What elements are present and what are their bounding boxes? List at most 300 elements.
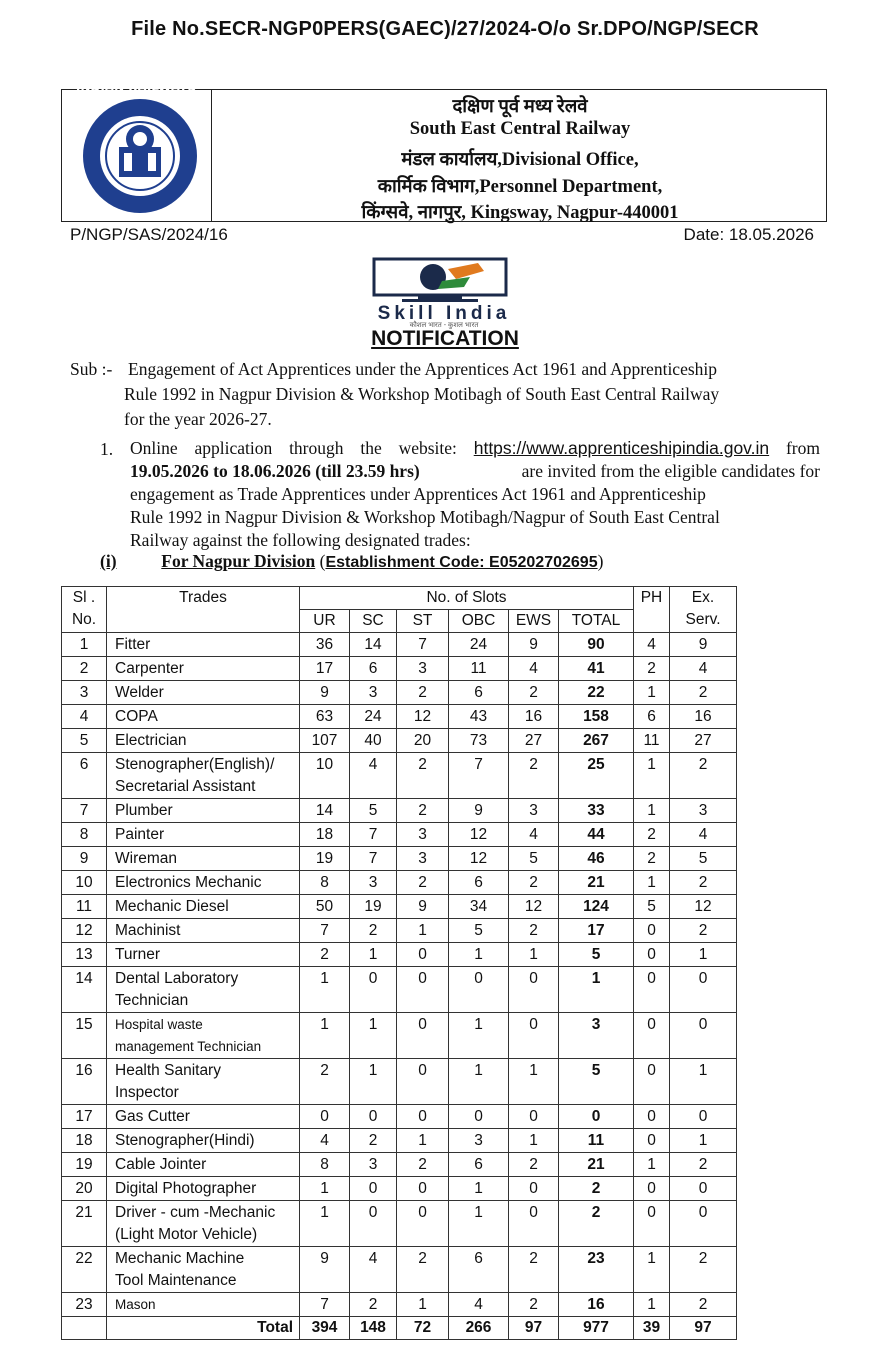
header-hindi-title: दक्षिण पूर्व मध्य रेलवे <box>452 97 588 117</box>
slot-ur: 17 <box>300 657 350 681</box>
slot-ews: 4 <box>509 657 559 681</box>
slot-ews: 2 <box>509 681 559 705</box>
slot-ex: 5 <box>670 847 737 871</box>
slot-sc: 4 <box>350 1247 397 1293</box>
slot-ur: 107 <box>300 729 350 753</box>
table-row <box>62 1201 737 1247</box>
table-row <box>62 871 737 895</box>
slot-ews: 0 <box>509 1201 559 1247</box>
slot-st: 2 <box>397 753 449 799</box>
trade-name: Carpenter <box>107 657 300 681</box>
slot-ews: 2 <box>509 753 559 799</box>
slot-ews: 0 <box>509 1177 559 1201</box>
slot-total: 23 <box>559 1247 634 1293</box>
slot-ph: 0 <box>634 1201 670 1247</box>
slot-ex: 0 <box>670 967 737 1013</box>
trade-name: Gas Cutter <box>107 1105 300 1129</box>
apprenticeship-portal-link[interactable]: https://www.apprenticeshipindia.gov.in <box>473 438 770 458</box>
slot-ews: 16 <box>509 705 559 729</box>
slot-sc: 4 <box>350 753 397 799</box>
slot-ews: 0 <box>509 1105 559 1129</box>
table-row <box>62 705 737 729</box>
slot-sc: 0 <box>350 967 397 1013</box>
slot-st: 2 <box>397 871 449 895</box>
header-address: किंग्सवे, नागपुर, Kingsway, Nagpur-440001 <box>361 203 679 223</box>
total-total: 977 <box>559 1317 634 1340</box>
slot-ex: 1 <box>670 1059 737 1105</box>
slot-obc: 0 <box>449 1105 509 1129</box>
slot-ex: 0 <box>670 1013 737 1059</box>
slot-ex: 4 <box>670 823 737 847</box>
serial-number: 6 <box>62 753 107 799</box>
slot-ur: 0 <box>300 1105 350 1129</box>
slot-total: 0 <box>559 1105 634 1129</box>
trade-name: Health Sanitary Inspector <box>107 1059 300 1105</box>
table-row <box>62 1293 737 1317</box>
table-row <box>62 657 737 681</box>
slot-total: 158 <box>559 705 634 729</box>
slot-total: 3 <box>559 1013 634 1059</box>
slot-obc: 1 <box>449 1059 509 1105</box>
slot-st: 20 <box>397 729 449 753</box>
slot-ph: 0 <box>634 1059 670 1105</box>
point-line: Online application through the website: https://www.apprenticeshipindia.gov.in from <box>130 438 820 458</box>
trade-name: Mason <box>107 1293 300 1317</box>
trade-name: Mechanic Machine Tool Maintenance <box>107 1247 300 1293</box>
slot-total: 25 <box>559 753 634 799</box>
slot-obc: 3 <box>449 1129 509 1153</box>
serial-number: 21 <box>62 1201 107 1247</box>
serial-number: 11 <box>62 895 107 919</box>
slot-st: 0 <box>397 1177 449 1201</box>
slot-ews: 1 <box>509 1059 559 1105</box>
trade-name: Stenographer(English)/ Secretarial Assistant <box>107 753 300 799</box>
serial-number: 9 <box>62 847 107 871</box>
slot-ex: 4 <box>670 657 737 681</box>
serial-number: 23 <box>62 1293 107 1317</box>
slot-obc: 6 <box>449 1153 509 1177</box>
slot-ur: 8 <box>300 871 350 895</box>
slot-sc: 0 <box>350 1177 397 1201</box>
total-st: 72 <box>397 1317 449 1340</box>
point-line: 19.05.2026 to 18.06.2026 (till 23.59 hrs) are invited from the eligible candidates for <box>130 461 820 481</box>
slot-obc: 4 <box>449 1293 509 1317</box>
slot-obc: 34 <box>449 895 509 919</box>
table-row <box>62 1105 737 1129</box>
slot-ph: 2 <box>634 847 670 871</box>
slot-ph: 5 <box>634 895 670 919</box>
slot-obc: 24 <box>449 633 509 657</box>
header-office: मंडल कार्यालय,Divisional Office, <box>401 150 639 170</box>
slot-sc: 7 <box>350 847 397 871</box>
slot-sc: 0 <box>350 1201 397 1247</box>
slot-ews: 12 <box>509 895 559 919</box>
slot-obc: 7 <box>449 753 509 799</box>
table-row <box>62 967 737 1013</box>
slot-ur: 2 <box>300 1059 350 1105</box>
total-row <box>62 1317 737 1340</box>
total-ur: 394 <box>300 1317 350 1340</box>
skill-india-tagline: कौशल भारत - कुशल भारत <box>409 322 479 329</box>
slot-ur: 36 <box>300 633 350 657</box>
reference-number: P/NGP/SAS/2024/16 <box>70 225 228 244</box>
trade-name: Driver - cum -Mechanic (Light Motor Vehicle) <box>107 1201 300 1247</box>
slot-sc: 24 <box>350 705 397 729</box>
table-row <box>62 1177 737 1201</box>
table-row <box>62 753 737 799</box>
total-blank <box>62 1317 107 1340</box>
slot-obc: 12 <box>449 823 509 847</box>
trade-name: Fitter <box>107 633 300 657</box>
slot-total: 90 <box>559 633 634 657</box>
slot-ur: 1 <box>300 967 350 1013</box>
slot-ex: 27 <box>670 729 737 753</box>
slot-ph: 0 <box>634 1013 670 1059</box>
point-line: Railway against the following designated trades: <box>130 530 471 550</box>
slot-st: 2 <box>397 1153 449 1177</box>
slot-total: 5 <box>559 1059 634 1105</box>
total-label: Total <box>107 1317 300 1340</box>
table-row <box>62 847 737 871</box>
point-line: engagement as Trade Apprentices under Apprentices Act 1961 and Apprenticeship <box>130 484 706 504</box>
slot-st: 2 <box>397 1247 449 1293</box>
slot-ph: 1 <box>634 681 670 705</box>
slot-ews: 9 <box>509 633 559 657</box>
slot-obc: 1 <box>449 1177 509 1201</box>
section-number: (i) <box>100 551 117 571</box>
serial-number: 10 <box>62 871 107 895</box>
slot-total: 124 <box>559 895 634 919</box>
slot-ur: 7 <box>300 1293 350 1317</box>
letterhead <box>61 80 827 223</box>
table-row <box>62 1129 737 1153</box>
slot-obc: 12 <box>449 847 509 871</box>
slot-total: 21 <box>559 871 634 895</box>
slot-ur: 18 <box>300 823 350 847</box>
slot-obc: 43 <box>449 705 509 729</box>
slots-table <box>61 586 737 1340</box>
col-header-ph: PH <box>634 587 670 633</box>
slot-total: 267 <box>559 729 634 753</box>
slot-sc: 1 <box>350 1059 397 1105</box>
table-row <box>62 1247 737 1293</box>
table-row <box>62 633 737 657</box>
slot-ex: 12 <box>670 895 737 919</box>
serial-number: 19 <box>62 1153 107 1177</box>
slot-ph: 0 <box>634 1177 670 1201</box>
slot-sc: 5 <box>350 799 397 823</box>
trade-name: Electrician <box>107 729 300 753</box>
subject-label: Sub :- <box>70 359 113 379</box>
slot-obc: 1 <box>449 1013 509 1059</box>
slot-sc: 2 <box>350 1293 397 1317</box>
slot-st: 0 <box>397 1013 449 1059</box>
slot-ur: 8 <box>300 1153 350 1177</box>
slot-ph: 0 <box>634 1105 670 1129</box>
slot-st: 3 <box>397 847 449 871</box>
slot-ur: 2 <box>300 943 350 967</box>
slot-sc: 1 <box>350 943 397 967</box>
slot-ex: 2 <box>670 681 737 705</box>
slot-sc: 14 <box>350 633 397 657</box>
slot-ex: 2 <box>670 1153 737 1177</box>
slot-ph: 0 <box>634 919 670 943</box>
slot-sc: 2 <box>350 919 397 943</box>
slot-st: 3 <box>397 823 449 847</box>
slot-ph: 1 <box>634 1153 670 1177</box>
slot-obc: 1 <box>449 943 509 967</box>
slot-ews: 1 <box>509 1129 559 1153</box>
slot-ex: 0 <box>670 1177 737 1201</box>
table-row <box>62 823 737 847</box>
slot-sc: 7 <box>350 823 397 847</box>
slot-ph: 1 <box>634 1293 670 1317</box>
table-row <box>62 681 737 705</box>
trade-name: Plumber <box>107 799 300 823</box>
railway-logo-cell <box>62 80 212 221</box>
table-row <box>62 729 737 753</box>
header-english-title: South East Central Railway <box>409 119 631 139</box>
serial-number: 8 <box>62 823 107 847</box>
slot-ex: 0 <box>670 1105 737 1129</box>
slot-ph: 1 <box>634 1247 670 1293</box>
col-header-st: ST <box>397 610 449 633</box>
section-heading: (i) For Nagpur Division (Establishment Code: E05202702695) <box>100 551 604 571</box>
slot-ews: 2 <box>509 1293 559 1317</box>
slot-sc: 1 <box>350 1013 397 1059</box>
slot-total: 44 <box>559 823 634 847</box>
slot-ews: 3 <box>509 799 559 823</box>
slot-ex: 2 <box>670 1293 737 1317</box>
slot-ews: 2 <box>509 1153 559 1177</box>
total-sc: 148 <box>350 1317 397 1340</box>
slot-total: 46 <box>559 847 634 871</box>
col-header-ews: EWS <box>509 610 559 633</box>
slot-ur: 1 <box>300 1177 350 1201</box>
slot-ur: 9 <box>300 681 350 705</box>
slot-st: 1 <box>397 1293 449 1317</box>
table-row <box>62 799 737 823</box>
slot-st: 0 <box>397 967 449 1013</box>
trade-name: Digital Photographer <box>107 1177 300 1201</box>
slot-sc: 40 <box>350 729 397 753</box>
slot-ur: 50 <box>300 895 350 919</box>
slot-total: 11 <box>559 1129 634 1153</box>
slot-ur: 1 <box>300 1201 350 1247</box>
trade-name: Welder <box>107 681 300 705</box>
slot-obc: 6 <box>449 1247 509 1293</box>
slot-ex: 1 <box>670 943 737 967</box>
trade-name: Turner <box>107 943 300 967</box>
serial-number: 18 <box>62 1129 107 1153</box>
serial-number: 2 <box>62 657 107 681</box>
slot-st: 1 <box>397 919 449 943</box>
table-row <box>62 1153 737 1177</box>
slot-obc: 0 <box>449 967 509 1013</box>
slot-st: 0 <box>397 1105 449 1129</box>
slot-ph: 0 <box>634 1129 670 1153</box>
slot-obc: 11 <box>449 657 509 681</box>
serial-number: 17 <box>62 1105 107 1129</box>
slot-total: 17 <box>559 919 634 943</box>
slot-obc: 73 <box>449 729 509 753</box>
slot-ph: 1 <box>634 871 670 895</box>
slot-sc: 3 <box>350 871 397 895</box>
header-row <box>62 587 737 610</box>
slot-ph: 4 <box>634 633 670 657</box>
serial-number: 7 <box>62 799 107 823</box>
slot-sc: 0 <box>350 1105 397 1129</box>
slot-ur: 14 <box>300 799 350 823</box>
slot-total: 2 <box>559 1177 634 1201</box>
table-row <box>62 919 737 943</box>
establishment-code: Establishment Code: E05202702695 <box>325 554 598 571</box>
serial-number: 20 <box>62 1177 107 1201</box>
notification-title: NOTIFICATION <box>371 327 519 350</box>
slot-st: 2 <box>397 799 449 823</box>
slot-sc: 3 <box>350 1153 397 1177</box>
file-number: File No.SECR-NGP0PERS(GAEC)/27/2024-O/o Sr.DPO/NGP/SECR <box>131 18 759 40</box>
slot-ews: 27 <box>509 729 559 753</box>
table-row <box>62 895 737 919</box>
subject-line: for the year 2026-27. <box>124 409 272 429</box>
serial-number: 3 <box>62 681 107 705</box>
slot-obc: 6 <box>449 681 509 705</box>
slot-ur: 63 <box>300 705 350 729</box>
slot-ph: 1 <box>634 753 670 799</box>
trade-name: Painter <box>107 823 300 847</box>
slot-total: 41 <box>559 657 634 681</box>
slot-total: 1 <box>559 967 634 1013</box>
slot-sc: 6 <box>350 657 397 681</box>
subject-line: Engagement of Act Apprentices under the Apprentices Act 1961 and Apprenticeship <box>128 359 718 379</box>
subject-line: Rule 1992 in Nagpur Division & Workshop Motibagh of South East Central Railway <box>124 384 720 404</box>
slot-total: 33 <box>559 799 634 823</box>
table-row <box>62 943 737 967</box>
table-row <box>62 1059 737 1105</box>
trade-name: Dental Laboratory Technician <box>107 967 300 1013</box>
serial-number: 4 <box>62 705 107 729</box>
skill-india-title: Skill India <box>377 303 511 324</box>
slot-total: 16 <box>559 1293 634 1317</box>
slot-ex: 2 <box>670 1247 737 1293</box>
logo-arc-text: • INDIAN RAILWAYS • <box>64 80 209 94</box>
slot-ews: 4 <box>509 823 559 847</box>
col-header-ur: UR <box>300 610 350 633</box>
slot-ph: 11 <box>634 729 670 753</box>
slot-total: 5 <box>559 943 634 967</box>
col-header-sl: Sl . No. <box>62 587 107 633</box>
slot-ph: 6 <box>634 705 670 729</box>
slot-ur: 1 <box>300 1013 350 1059</box>
slot-ews: 5 <box>509 847 559 871</box>
point-line: Rule 1992 in Nagpur Division & Workshop Motibagh/Nagpur of South East Central <box>130 507 720 527</box>
application-dates: 19.05.2026 to 18.06.2026 (till 23.59 hrs) <box>130 461 420 481</box>
skill-india-logo <box>338 257 550 334</box>
slot-st: 12 <box>397 705 449 729</box>
slot-ews: 1 <box>509 943 559 967</box>
indian-railways-logo <box>64 80 210 221</box>
col-header-total: TOTAL <box>559 610 634 633</box>
slot-ex: 9 <box>670 633 737 657</box>
slot-ph: 1 <box>634 799 670 823</box>
serial-number: 14 <box>62 967 107 1013</box>
slot-ews: 0 <box>509 1013 559 1059</box>
slot-ex: 16 <box>670 705 737 729</box>
serial-number: 16 <box>62 1059 107 1105</box>
slot-st: 2 <box>397 681 449 705</box>
slot-ur: 7 <box>300 919 350 943</box>
slot-ews: 0 <box>509 967 559 1013</box>
slot-obc: 5 <box>449 919 509 943</box>
point-number: 1. <box>100 439 114 459</box>
slot-st: 3 <box>397 657 449 681</box>
slot-st: 0 <box>397 1201 449 1247</box>
trade-name: COPA <box>107 705 300 729</box>
slot-obc: 6 <box>449 871 509 895</box>
slot-st: 7 <box>397 633 449 657</box>
slot-st: 1 <box>397 1129 449 1153</box>
slot-total: 21 <box>559 1153 634 1177</box>
col-header-obc: OBC <box>449 610 509 633</box>
slot-ews: 2 <box>509 1247 559 1293</box>
total-obc: 266 <box>449 1317 509 1340</box>
slot-ews: 2 <box>509 871 559 895</box>
slot-ex: 2 <box>670 919 737 943</box>
col-header-sc: SC <box>350 610 397 633</box>
slot-ph: 0 <box>634 967 670 1013</box>
slot-ph: 2 <box>634 657 670 681</box>
trade-name: Wireman <box>107 847 300 871</box>
trade-name: Mechanic Diesel <box>107 895 300 919</box>
trade-name: Cable Jointer <box>107 1153 300 1177</box>
total-ph: 39 <box>634 1317 670 1340</box>
slot-ews: 2 <box>509 919 559 943</box>
serial-number: 1 <box>62 633 107 657</box>
slot-sc: 2 <box>350 1129 397 1153</box>
slot-ph: 0 <box>634 943 670 967</box>
slot-ex: 0 <box>670 1201 737 1247</box>
slot-ur: 4 <box>300 1129 350 1153</box>
col-header-slots: No. of Slots <box>300 587 634 610</box>
slot-ex: 2 <box>670 871 737 895</box>
slot-st: 0 <box>397 943 449 967</box>
serial-number: 12 <box>62 919 107 943</box>
total-ews: 97 <box>509 1317 559 1340</box>
trade-name: Stenographer(Hindi) <box>107 1129 300 1153</box>
slot-ex: 1 <box>670 1129 737 1153</box>
slot-ph: 2 <box>634 823 670 847</box>
slot-st: 9 <box>397 895 449 919</box>
serial-number: 5 <box>62 729 107 753</box>
trade-name: Hospital waste management Technician <box>107 1013 300 1059</box>
serial-number: 13 <box>62 943 107 967</box>
serial-number: 15 <box>62 1013 107 1059</box>
slot-ur: 19 <box>300 847 350 871</box>
slot-obc: 1 <box>449 1201 509 1247</box>
slot-ur: 9 <box>300 1247 350 1293</box>
slot-ex: 3 <box>670 799 737 823</box>
slot-st: 0 <box>397 1059 449 1105</box>
slot-total: 22 <box>559 681 634 705</box>
slot-ur: 10 <box>300 753 350 799</box>
col-header-exserv: Ex. Serv. <box>670 587 737 633</box>
slot-ex: 2 <box>670 753 737 799</box>
notice-date: Date: 18.05.2026 <box>683 225 814 244</box>
col-header-trades: Trades <box>107 587 300 633</box>
serial-number: 22 <box>62 1247 107 1293</box>
slot-total: 2 <box>559 1201 634 1247</box>
